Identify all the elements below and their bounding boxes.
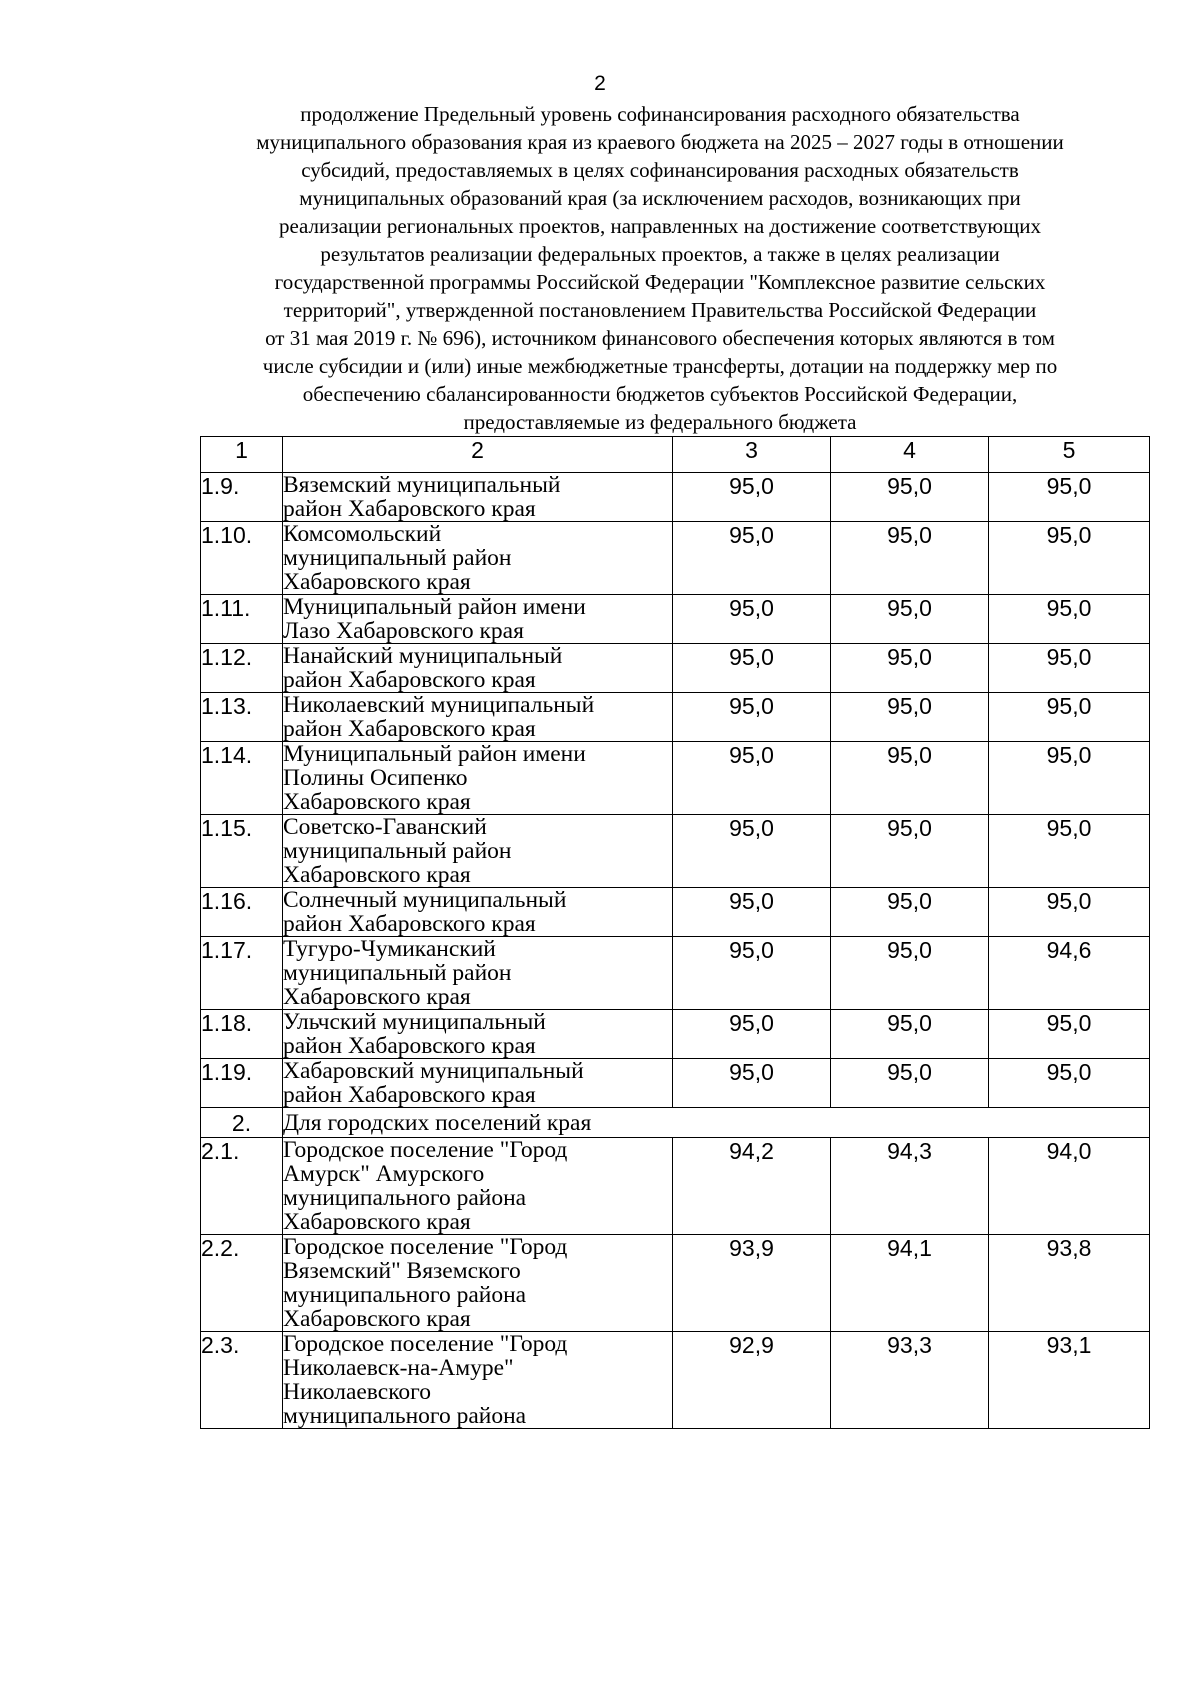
value-2025: 95,0	[673, 522, 831, 595]
value-2025: 95,0	[673, 1010, 831, 1059]
municipality-name-line: Муниципальный район имени	[283, 741, 586, 767]
row-number: 2.2.	[201, 1235, 283, 1332]
table-row	[201, 937, 1150, 1010]
heading-line: обеспечению сбалансированности бюджетов субъектов Российской Федерации,	[302, 382, 1018, 406]
value-2026: 95,0	[831, 815, 989, 888]
municipality-name-line: Комсомольский	[283, 521, 442, 547]
value-2025: 95,0	[673, 644, 831, 693]
value-2026: 95,0	[831, 888, 989, 937]
municipality-name	[283, 644, 673, 693]
municipality-name-line: Николаевский муниципальный	[283, 692, 595, 718]
municipality-name-line: Николаевск-на-Амуре"	[283, 1355, 514, 1381]
municipality-name-line: район Хабаровского края	[283, 1033, 536, 1059]
municipality-name-line: Хабаровского края	[283, 984, 471, 1010]
value-2026: 95,0	[831, 937, 989, 1010]
table-row	[201, 644, 1150, 693]
municipality-name	[283, 1010, 673, 1059]
value-2027: 95,0	[989, 522, 1150, 595]
value-2027: 95,0	[989, 888, 1150, 937]
municipality-name	[283, 473, 673, 522]
value-2027: 95,0	[989, 595, 1150, 644]
municipality-name-line: муниципальный район	[283, 838, 512, 864]
cofinancing-table	[200, 436, 1150, 1429]
municipality-name-line: Муниципальный район имени	[283, 594, 586, 620]
value-2026: 95,0	[831, 693, 989, 742]
municipality-name-line: район Хабаровского края	[283, 667, 536, 693]
municipality-name-line: Городское поселение "Город	[283, 1331, 568, 1357]
municipality-name-line: Городское поселение "Город	[283, 1137, 568, 1163]
table-row	[201, 1235, 1150, 1332]
heading-line: предоставляемые из федерального бюджета	[463, 410, 857, 434]
section-number: 2.	[201, 1108, 283, 1138]
row-number: 1.14.	[201, 742, 283, 815]
section-row	[201, 1108, 1150, 1138]
row-number: 1.13.	[201, 693, 283, 742]
municipality-name-line: Николаевского	[283, 1379, 431, 1405]
value-2026: 95,0	[831, 1059, 989, 1108]
municipality-name-line: Лазо Хабаровского края	[283, 618, 524, 644]
value-2027: 93,1	[989, 1332, 1150, 1429]
column-number: 2	[283, 437, 673, 473]
municipality-name-line: муниципального района	[283, 1282, 527, 1308]
table-row	[201, 595, 1150, 644]
municipality-name-line: муниципального района	[283, 1185, 527, 1211]
municipality-name	[283, 742, 673, 815]
municipality-name-line: Городское поселение "Город	[283, 1234, 568, 1260]
value-2027: 95,0	[989, 742, 1150, 815]
heading-line: государственной программы Российской Федерации "Комплексное развитие сельских	[274, 270, 1046, 294]
municipality-name	[283, 1235, 673, 1332]
value-2026: 95,0	[831, 473, 989, 522]
row-number: 1.16.	[201, 888, 283, 937]
table-row	[201, 1059, 1150, 1108]
municipality-name-line: Вяземский муниципальный	[283, 472, 561, 498]
value-2027: 94,6	[989, 937, 1150, 1010]
table-row	[201, 522, 1150, 595]
value-2025: 94,2	[673, 1138, 831, 1235]
row-number: 1.15.	[201, 815, 283, 888]
heading-line: продолжение Предельный уровень софинансирования расходного обязательства	[300, 102, 1020, 126]
municipality-name-line: Ульчский муниципальный	[283, 1009, 546, 1035]
value-2025: 93,9	[673, 1235, 831, 1332]
row-number: 1.9.	[201, 473, 283, 522]
municipality-name-line: Хабаровского края	[283, 1306, 471, 1332]
table-row	[201, 815, 1150, 888]
heading-line: числе субсидии и (или) иные межбюджетные трансферты, дотации на поддержку мер по	[262, 354, 1058, 378]
municipality-name-line: муниципальный район	[283, 960, 512, 986]
column-number-row	[201, 437, 1150, 473]
row-number: 1.17.	[201, 937, 283, 1010]
table-row	[201, 1010, 1150, 1059]
value-2027: 93,8	[989, 1235, 1150, 1332]
municipality-name-line: Нанайский муниципальный	[283, 643, 563, 669]
municipality-name-line: Полины Осипенко	[283, 765, 468, 791]
row-number: 2.3.	[201, 1332, 283, 1429]
row-number: 1.10.	[201, 522, 283, 595]
municipality-name	[283, 1332, 673, 1429]
municipality-name	[283, 522, 673, 595]
municipality-name-line: Вяземский" Вяземского	[283, 1258, 521, 1284]
value-2026: 95,0	[831, 522, 989, 595]
municipality-name	[283, 937, 673, 1010]
heading-line: результатов реализации федеральных проектов, а также в целях реализации	[320, 242, 1000, 266]
value-2025: 95,0	[673, 473, 831, 522]
municipality-name-line: Хабаровского края	[283, 789, 471, 815]
value-2026: 95,0	[831, 742, 989, 815]
heading-line: субсидий, предоставляемых в целях софинансирования расходных обязательств	[301, 158, 1019, 182]
heading-line: муниципального образования края из краевого бюджета на 2025 – 2027 годы в отношении	[256, 130, 1064, 154]
page-number: 2	[594, 72, 606, 95]
value-2027: 95,0	[989, 644, 1150, 693]
value-2025: 95,0	[673, 742, 831, 815]
municipality-name-line: Хабаровского края	[283, 1209, 471, 1235]
heading-line: реализации региональных проектов, направленных на достижение соответствующих	[278, 214, 1042, 238]
value-2025: 95,0	[673, 693, 831, 742]
table-row	[201, 473, 1150, 522]
municipality-name-line: район Хабаровского края	[283, 496, 536, 522]
municipality-name-line: Тугуро-Чумиканский	[283, 936, 496, 962]
municipality-name-line: Хабаровского края	[283, 569, 471, 595]
value-2027: 95,0	[989, 815, 1150, 888]
value-2025: 95,0	[673, 1059, 831, 1108]
municipality-name-line: Хабаровский муниципальный	[283, 1058, 584, 1084]
municipality-name	[283, 888, 673, 937]
municipality-name-line: район Хабаровского края	[283, 1082, 536, 1108]
heading-line: от 31 мая 2019 г. № 696), источником финансового обеспечения которых являются в том	[265, 326, 1055, 350]
table-row	[201, 693, 1150, 742]
value-2025: 95,0	[673, 888, 831, 937]
municipality-name-line: Хабаровского края	[283, 862, 471, 888]
value-2027: 95,0	[989, 693, 1150, 742]
municipality-name	[283, 595, 673, 644]
municipality-name	[283, 693, 673, 742]
value-2025: 92,9	[673, 1332, 831, 1429]
column-number: 1	[201, 437, 283, 473]
table-row	[201, 1332, 1150, 1429]
table-row	[201, 888, 1150, 937]
column-number: 3	[673, 437, 831, 473]
row-number: 1.18.	[201, 1010, 283, 1059]
municipality-name-line: муниципального района	[283, 1403, 527, 1429]
value-2026: 94,1	[831, 1235, 989, 1332]
value-2027: 95,0	[989, 1010, 1150, 1059]
value-2026: 95,0	[831, 595, 989, 644]
heading-line: муниципальных образований края (за исключением расходов, возникающих при	[299, 186, 1021, 210]
column-number: 4	[831, 437, 989, 473]
row-number: 1.19.	[201, 1059, 283, 1108]
heading-line: территорий", утвержденной постановлением Правительства Российской Федерации	[283, 298, 1037, 322]
value-2027: 95,0	[989, 1059, 1150, 1108]
table-row	[201, 742, 1150, 815]
municipality-name-line: район Хабаровского края	[283, 911, 536, 937]
row-number: 2.1.	[201, 1138, 283, 1235]
municipality-name-line: район Хабаровского края	[283, 716, 536, 742]
municipality-name-line: Советско-Гаванский	[283, 814, 487, 840]
value-2025: 95,0	[673, 937, 831, 1010]
value-2025: 95,0	[673, 595, 831, 644]
table-row	[201, 1138, 1150, 1235]
section-title: Для городских поселений края	[283, 1108, 1150, 1138]
municipality-name	[283, 815, 673, 888]
value-2025: 95,0	[673, 815, 831, 888]
value-2026: 93,3	[831, 1332, 989, 1429]
municipality-name-line: муниципальный район	[283, 545, 512, 571]
municipality-name-line: Солнечный муниципальный	[283, 887, 567, 913]
value-2026: 94,3	[831, 1138, 989, 1235]
column-number: 5	[989, 437, 1150, 473]
municipality-name-line: Амурск" Амурского	[283, 1161, 485, 1187]
municipality-name	[283, 1138, 673, 1235]
document-heading	[185, 100, 1135, 436]
value-2027: 94,0	[989, 1138, 1150, 1235]
value-2027: 95,0	[989, 473, 1150, 522]
row-number: 1.12.	[201, 644, 283, 693]
value-2026: 95,0	[831, 1010, 989, 1059]
municipality-name	[283, 1059, 673, 1108]
value-2026: 95,0	[831, 644, 989, 693]
row-number: 1.11.	[201, 595, 283, 644]
